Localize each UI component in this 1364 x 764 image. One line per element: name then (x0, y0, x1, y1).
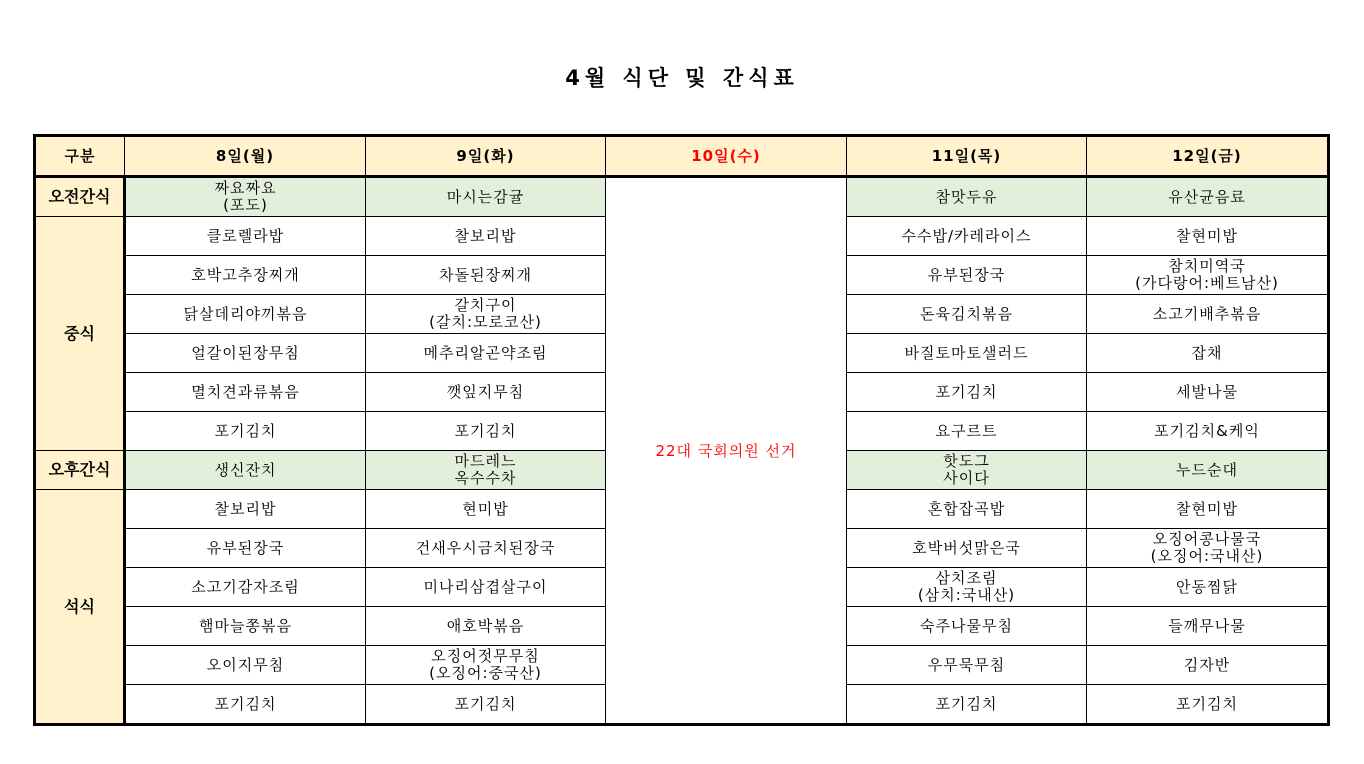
dinner-item-tue (366, 646, 606, 685)
dinner-item-tue: 미나리삼겹살구이 (366, 568, 606, 607)
morning-snack-fri: 유산균음료 (1087, 177, 1329, 217)
header-category: 구분 (35, 136, 125, 177)
category-dinner: 석식 (35, 490, 125, 725)
dinner-item-thu: 우무묵무침 (847, 646, 1087, 685)
dinner-item-fri-line: (오징어:국내산) (1150, 547, 1264, 565)
lunch-item-tue (366, 295, 606, 334)
afternoon-snack-tue (366, 451, 606, 490)
lunch-item-mon: 포기김치 (125, 412, 366, 451)
header-day-wed: 10일(수) (606, 136, 847, 177)
lunch-item-thu: 돈육김치볶음 (847, 295, 1087, 334)
dinner-item-fri: 찰현미밥 (1087, 490, 1329, 529)
header-day-fri: 12일(금) (1087, 136, 1329, 177)
afternoon-snack-thu (847, 451, 1087, 490)
dinner-item-thu (847, 568, 1087, 607)
afternoon-snack-fri: 누드순대 (1087, 451, 1329, 490)
header-day-mon: 8일(월) (125, 136, 366, 177)
lunch-item-thu: 포기김치 (847, 373, 1087, 412)
lunch-item-fri (1087, 256, 1329, 295)
dinner-item-mon: 오이지무침 (125, 646, 366, 685)
dinner-item-mon: 유부된장국 (125, 529, 366, 568)
lunch-item-mon: 얼갈이된장무침 (125, 334, 366, 373)
lunch-item-thu: 바질토마토샐러드 (847, 334, 1087, 373)
lunch-item-fri: 잡채 (1087, 334, 1329, 373)
dinner-item-thu: 호박버섯맑은국 (847, 529, 1087, 568)
dinner-item-tue: 건새우시금치된장국 (366, 529, 606, 568)
lunch-item-fri: 포기김치&케익 (1087, 412, 1329, 451)
dinner-item-mon: 찰보리밥 (125, 490, 366, 529)
dinner-item-fri-line: 오징어콩나물국 (1152, 530, 1262, 548)
morning-snack-mon-line: (포도) (223, 196, 268, 214)
dinner-item-tue: 현미밥 (366, 490, 606, 529)
dinner-item-tue-line: (오징어:중국산) (429, 664, 542, 682)
afternoon-snack-mon: 생신잔치 (125, 451, 366, 490)
dinner-item-thu: 포기김치 (847, 685, 1087, 725)
header-day-thu: 11일(목) (847, 136, 1087, 177)
lunch-item-tue: 포기김치 (366, 412, 606, 451)
lunch-item-thu: 수수밥/카레라이스 (847, 217, 1087, 256)
holiday-note: 22대 국회의원 선거 (606, 177, 847, 725)
dinner-item-tue-line: 오징어젓무무침 (431, 647, 540, 665)
header-row (35, 136, 1329, 177)
afternoon-snack-tue-line: 마드레느 (454, 452, 517, 470)
lunch-item-mon: 호박고추장찌개 (125, 256, 366, 295)
lunch-item-fri: 찰현미밥 (1087, 217, 1329, 256)
morning-snack-mon (125, 177, 366, 217)
meal-table (33, 134, 1330, 726)
lunch-item-mon: 닭살데리야끼볶음 (125, 295, 366, 334)
lunch-item-mon: 멸치견과류볶음 (125, 373, 366, 412)
dinner-item-fri (1087, 529, 1329, 568)
lunch-item-thu: 요구르트 (847, 412, 1087, 451)
afternoon-snack-thu-line: 핫도그 (943, 452, 990, 470)
lunch-item-tue-line: (갈치:모로코산) (429, 313, 542, 331)
dinner-item-fri: 포기김치 (1087, 685, 1329, 725)
dinner-item-thu-line: (삼치:국내산) (917, 586, 1016, 604)
morning-snack-mon-line: 짜요짜요 (214, 179, 277, 197)
lunch-item-fri-line: 참치미역국 (1168, 257, 1246, 275)
afternoon-snack-thu-line: 사이다 (943, 469, 990, 487)
dinner-item-tue: 포기김치 (366, 685, 606, 725)
morning-snack-thu: 참맛두유 (847, 177, 1087, 217)
dinner-item-thu-line: 삼치조림 (935, 569, 998, 587)
lunch-item-tue-line: 갈치구이 (454, 296, 517, 314)
dinner-item-mon: 소고기감자조림 (125, 568, 366, 607)
dinner-item-thu: 혼합잡곡밥 (847, 490, 1087, 529)
afternoon-snack-tue-line: 옥수수차 (454, 469, 517, 487)
lunch-item-fri-line: (가다랑어:베트남산) (1135, 274, 1279, 292)
lunch-item-tue: 차돌된장찌개 (366, 256, 606, 295)
lunch-item-thu: 유부된장국 (847, 256, 1087, 295)
lunch-item-tue: 메추리알곤약조림 (366, 334, 606, 373)
dinner-item-tue: 애호박볶음 (366, 607, 606, 646)
category-morning-snack: 오전간식 (35, 177, 125, 217)
lunch-item-tue: 찰보리밥 (366, 217, 606, 256)
dinner-item-mon: 햄마늘쫑볶음 (125, 607, 366, 646)
lunch-item-fri: 소고기배추볶음 (1087, 295, 1329, 334)
dinner-item-fri: 김자반 (1087, 646, 1329, 685)
category-lunch: 중식 (35, 217, 125, 451)
lunch-item-fri: 세발나물 (1087, 373, 1329, 412)
page-title: 4월 식단 및 간식표 (565, 66, 799, 90)
dinner-item-fri: 안동찜닭 (1087, 568, 1329, 607)
table-row (35, 177, 1329, 217)
dinner-item-fri: 들깨무나물 (1087, 607, 1329, 646)
category-afternoon-snack: 오후간식 (35, 451, 125, 490)
lunch-item-mon: 클로렐라밥 (125, 217, 366, 256)
header-day-tue: 9일(화) (366, 136, 606, 177)
morning-snack-tue: 마시는감귤 (366, 177, 606, 217)
dinner-item-mon: 포기김치 (125, 685, 366, 725)
lunch-item-tue: 깻잎지무침 (366, 373, 606, 412)
dinner-item-thu: 숙주나물무침 (847, 607, 1087, 646)
